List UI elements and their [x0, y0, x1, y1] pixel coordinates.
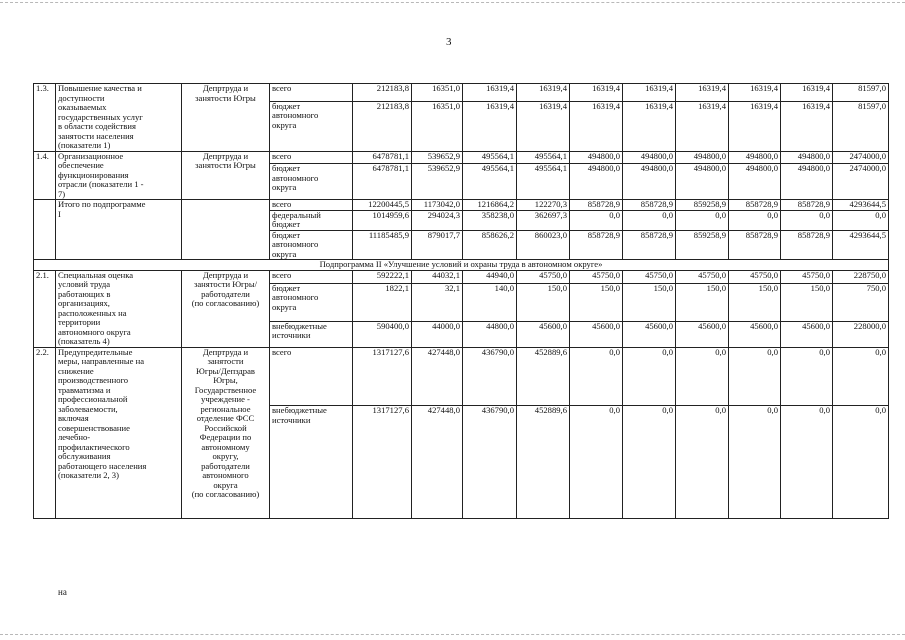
- executor-line: округа: [213, 479, 238, 490]
- funding-source: [270, 270, 353, 283]
- amount-cell: 16319,4: [570, 101, 623, 151]
- amount-cell: 16319,4: [729, 84, 781, 102]
- amount-cell: 358238,0: [463, 210, 517, 230]
- activity-name: [56, 200, 182, 260]
- amount-cell: 12200445,5: [353, 200, 412, 211]
- amount-cell: 16319,4: [729, 101, 781, 151]
- activity-name-line: травматизма и: [58, 384, 111, 395]
- amount-cell: 16319,4: [781, 101, 833, 151]
- amount-cell: 0,0: [729, 210, 781, 230]
- activity-name: [56, 270, 182, 347]
- activity-name-line: включая: [58, 413, 89, 423]
- funding-source-line: всего: [272, 270, 292, 280]
- activity-name-line: 7): [58, 188, 66, 199]
- activity-name-line: снижение: [58, 365, 94, 376]
- amount-cell: 494800,0: [781, 164, 833, 200]
- amount-cell: 44000,0: [412, 321, 463, 347]
- amount-cell: 45750,0: [781, 270, 833, 283]
- funding-source: [270, 101, 353, 151]
- amount-cell: 494800,0: [729, 151, 781, 164]
- funding-source: [270, 283, 353, 321]
- amount-cell: 495564,1: [463, 151, 517, 164]
- funding-source: [270, 406, 353, 518]
- amount-cell: 16319,4: [463, 101, 517, 151]
- amount-cell: 0,0: [623, 347, 676, 406]
- amount-cell: 590400,0: [353, 321, 412, 347]
- amount-cell: 494800,0: [676, 164, 729, 200]
- activity-name-line: Предупредительные: [58, 347, 133, 357]
- executor-line: Югры/Депздрав: [196, 365, 255, 376]
- amount-cell: 4293644,5: [833, 200, 889, 211]
- funding-source-line: бюджет: [272, 101, 301, 111]
- activity-name-line: автономного округа: [58, 326, 131, 337]
- activity-name: [56, 84, 182, 152]
- funding-source-line: всего: [272, 347, 292, 357]
- activity-name-line: (показатель 4): [58, 336, 110, 346]
- funding-source-line: внебюджетные: [272, 405, 327, 416]
- funding-source-line: всего: [272, 151, 292, 161]
- amount-cell: 150,0: [781, 283, 833, 321]
- amount-cell: 859258,9: [676, 230, 729, 260]
- executor: [182, 347, 270, 518]
- funding-source-line: автономного: [272, 292, 319, 303]
- amount-cell: 45750,0: [729, 270, 781, 283]
- amount-cell: 228750,0: [833, 270, 889, 283]
- page-number: 3: [446, 36, 452, 48]
- executor-line: занятости: [207, 356, 244, 366]
- table-row: [34, 347, 889, 406]
- executor-line: региональное: [200, 403, 251, 414]
- activity-name-line: меры, направленные на: [58, 356, 145, 366]
- funding-source-line: округа: [272, 248, 297, 259]
- activity-name-line: расположенных на: [58, 307, 127, 318]
- amount-cell: 858728,9: [623, 230, 676, 260]
- executor-line: занятости Югры: [195, 92, 256, 103]
- amount-cell: 1822,1: [353, 283, 412, 321]
- amount-cell: 494800,0: [729, 164, 781, 200]
- amount-cell: 879017,7: [412, 230, 463, 260]
- executor-line: Государственное: [194, 384, 257, 395]
- activity-name-line: Повышение качества и: [58, 83, 142, 93]
- executor-line: (по согласованию): [191, 298, 260, 308]
- activity-name-line: обеспечение: [58, 160, 104, 170]
- amount-cell: 6478781,1: [353, 151, 412, 164]
- amount-cell: 0,0: [623, 210, 676, 230]
- amount-cell: 150,0: [517, 283, 570, 321]
- amount-cell: 16319,4: [517, 84, 570, 102]
- executor-line: автономному: [201, 441, 250, 452]
- amount-cell: 495564,1: [517, 151, 570, 164]
- amount-cell: 494800,0: [623, 164, 676, 200]
- amount-cell: 45750,0: [570, 270, 623, 283]
- amount-cell: 16319,4: [623, 84, 676, 102]
- table-row: [34, 270, 889, 283]
- executor-line: автономного: [202, 470, 249, 480]
- amount-cell: 452889,6: [517, 347, 570, 406]
- funding-source-line: всего: [272, 83, 292, 93]
- funding-source-line: всего: [272, 199, 292, 209]
- funding-source-line: источники: [272, 414, 311, 425]
- amount-cell: 16319,4: [676, 101, 729, 151]
- amount-cell: 0,0: [570, 210, 623, 230]
- amount-cell: 44032,1: [412, 270, 463, 283]
- amount-cell: 494800,0: [570, 151, 623, 164]
- funding-source: [270, 200, 353, 211]
- executor-line: Депртруда и: [202, 83, 249, 93]
- amount-cell: 140,0: [463, 283, 517, 321]
- activity-name: [56, 347, 182, 518]
- amount-cell: 0,0: [833, 210, 889, 230]
- executor-line: (по согласованию): [191, 489, 260, 499]
- amount-cell: 427448,0: [412, 347, 463, 406]
- funding-source-line: бюджет: [272, 163, 301, 174]
- amount-cell: 858728,9: [781, 230, 833, 260]
- executor: [182, 270, 270, 347]
- funding-source-line: федеральный: [272, 210, 321, 220]
- amount-cell: 0,0: [623, 406, 676, 518]
- funding-source: [270, 210, 353, 230]
- activity-name-line: в области содействия: [58, 121, 136, 131]
- activity-name-line: территории: [58, 317, 101, 327]
- executor-line: Депртруда и: [202, 270, 249, 280]
- amount-cell: 0,0: [676, 347, 729, 406]
- activity-name-line: государственных услуг: [58, 111, 143, 122]
- funding-source: [270, 84, 353, 102]
- amount-cell: 16351,0: [412, 101, 463, 151]
- funding-source: [270, 321, 353, 347]
- amount-cell: 0,0: [570, 406, 623, 518]
- amount-cell: 859258,9: [676, 200, 729, 211]
- amount-cell: 45600,0: [570, 321, 623, 347]
- row-number: 1.4.: [34, 151, 56, 200]
- activity-name-line: I: [58, 208, 61, 219]
- executor-line: занятости Югры/: [193, 279, 258, 289]
- activity-name-line: совершенствование: [58, 422, 130, 433]
- activity-name-line: Итого по подпрограмме: [58, 199, 146, 209]
- amount-cell: 1317127,6: [353, 347, 412, 406]
- amount-cell: 494800,0: [781, 151, 833, 164]
- executor-line: Депртруда и: [202, 151, 249, 161]
- amount-cell: 0,0: [729, 406, 781, 518]
- row-number: 2.2.: [34, 347, 56, 518]
- executor-line: округу,: [212, 451, 239, 461]
- amount-cell: 81597,0: [833, 101, 889, 151]
- activity-name-line: условий труда: [58, 279, 111, 289]
- funding-source-line: бюджет: [272, 230, 301, 240]
- activity-name-line: оказываемых: [58, 102, 107, 112]
- amount-cell: 44800,0: [463, 321, 517, 347]
- amount-cell: 45750,0: [676, 270, 729, 283]
- funding-source-line: источники: [272, 330, 311, 341]
- amount-cell: 150,0: [729, 283, 781, 321]
- executor: [182, 200, 270, 260]
- amount-cell: 452889,6: [517, 406, 570, 518]
- amount-cell: 495564,1: [463, 164, 517, 200]
- amount-cell: 436790,0: [463, 347, 517, 406]
- row-number: [34, 200, 56, 260]
- amount-cell: 212183,8: [353, 101, 412, 151]
- funding-source-line: автономного: [272, 110, 319, 121]
- amount-cell: 495564,1: [517, 164, 570, 200]
- amount-cell: 858728,9: [623, 200, 676, 211]
- amount-cell: 858626,2: [463, 230, 517, 260]
- amount-cell: 494800,0: [676, 151, 729, 164]
- section-row: [34, 260, 889, 271]
- scan-bottom-edge: [0, 634, 905, 637]
- amount-cell: 16319,4: [570, 84, 623, 102]
- activity-name-line: обслуживания: [58, 451, 111, 461]
- activity-name: [56, 151, 182, 200]
- amount-cell: 0,0: [833, 347, 889, 406]
- amount-cell: 0,0: [570, 347, 623, 406]
- amount-cell: 45600,0: [729, 321, 781, 347]
- executor-line: работодатели: [201, 460, 250, 471]
- executor-line: учреждение -: [201, 394, 250, 404]
- amount-cell: 0,0: [781, 406, 833, 518]
- row-number: 1.3.: [34, 84, 56, 152]
- amount-cell: 592222,1: [353, 270, 412, 283]
- amount-cell: 122270,3: [517, 200, 570, 211]
- amount-cell: 858728,9: [570, 230, 623, 260]
- amount-cell: 539652,9: [412, 164, 463, 200]
- amount-cell: 16319,4: [623, 101, 676, 151]
- executor: [182, 84, 270, 152]
- executor-line: Югры,: [213, 375, 238, 385]
- amount-cell: 44940,0: [463, 270, 517, 283]
- activity-name-line: организациях,: [58, 298, 110, 308]
- amount-cell: 45750,0: [623, 270, 676, 283]
- funding-source-line: внебюджетные: [272, 321, 327, 331]
- amount-cell: 16351,0: [412, 84, 463, 102]
- activity-name-line: Организационное: [58, 151, 124, 161]
- activity-name-line: (показатели 1): [58, 140, 111, 150]
- activity-name-line: (показатели 2, 3): [58, 470, 119, 480]
- activity-name-line: Специальная оценка: [58, 270, 134, 280]
- amount-cell: 45600,0: [623, 321, 676, 347]
- amount-cell: 427448,0: [412, 406, 463, 518]
- amount-cell: 16319,4: [676, 84, 729, 102]
- activity-name-line: доступности: [58, 92, 105, 103]
- amount-cell: 150,0: [623, 283, 676, 321]
- row-number: 2.1.: [34, 270, 56, 347]
- amount-cell: 11185485,9: [353, 230, 412, 260]
- funding-source: [270, 347, 353, 406]
- amount-cell: 1317127,6: [353, 406, 412, 518]
- funding-source-line: бюджет: [272, 283, 301, 293]
- amount-cell: 228000,0: [833, 321, 889, 347]
- funding-source-line: автономного: [272, 239, 319, 249]
- amount-cell: 45600,0: [676, 321, 729, 347]
- amount-cell: 0,0: [833, 406, 889, 518]
- amount-cell: 16319,4: [781, 84, 833, 102]
- amount-cell: 45750,0: [517, 270, 570, 283]
- amount-cell: 858728,9: [781, 200, 833, 211]
- amount-cell: 494800,0: [570, 164, 623, 200]
- amount-cell: 1014959,6: [353, 210, 412, 230]
- amount-cell: 212183,8: [353, 84, 412, 102]
- activity-name-line: работающих в: [58, 288, 111, 299]
- amount-cell: 860023,0: [517, 230, 570, 260]
- funding-source-line: округа: [272, 301, 297, 312]
- section-heading: Подпрограмма II «Улучшение условий и охраны труда в автономном округе»: [34, 260, 889, 271]
- program-funding-table: [33, 83, 889, 519]
- executor-line: Депртруда и: [202, 347, 249, 357]
- executor-line: отделение ФСС: [196, 413, 255, 423]
- table-row: [34, 84, 889, 102]
- funding-source-line: округа: [272, 182, 297, 193]
- funding-source: [270, 230, 353, 260]
- amount-cell: 539652,9: [412, 151, 463, 164]
- amount-cell: 0,0: [676, 406, 729, 518]
- amount-cell: 0,0: [781, 210, 833, 230]
- funding-source: [270, 164, 353, 200]
- amount-cell: 494800,0: [623, 151, 676, 164]
- amount-cell: 2474000,0: [833, 151, 889, 164]
- bottom-note: на: [58, 587, 67, 597]
- amount-cell: 81597,0: [833, 84, 889, 102]
- amount-cell: 750,0: [833, 283, 889, 321]
- amount-cell: 32,1: [412, 283, 463, 321]
- amount-cell: 1173042,0: [412, 200, 463, 211]
- amount-cell: 362697,3: [517, 210, 570, 230]
- amount-cell: 858728,9: [729, 230, 781, 260]
- amount-cell: 436790,0: [463, 406, 517, 518]
- activity-name-line: работающего населения: [58, 460, 147, 471]
- amount-cell: 0,0: [781, 347, 833, 406]
- amount-cell: 2474000,0: [833, 164, 889, 200]
- table-row: [34, 151, 889, 164]
- funding-source-line: автономного: [272, 172, 319, 183]
- activity-name-line: заболеваемости,: [58, 403, 118, 414]
- amount-cell: 294024,3: [412, 210, 463, 230]
- amount-cell: 0,0: [729, 347, 781, 406]
- executor: [182, 151, 270, 200]
- amount-cell: 150,0: [676, 283, 729, 321]
- activity-name-line: профессиональной: [58, 394, 128, 404]
- executor-line: Федерации по: [199, 432, 252, 442]
- amount-cell: 4293644,5: [833, 230, 889, 260]
- activity-name-line: отрасли (показатели 1 -: [58, 179, 144, 189]
- executor-line: занятости Югры: [195, 160, 256, 170]
- table-body: [34, 84, 889, 519]
- executor-line: работодатели: [201, 288, 250, 299]
- executor-line: Российской: [204, 422, 247, 433]
- activity-name-line: профилактического: [58, 441, 130, 452]
- amount-cell: 150,0: [570, 283, 623, 321]
- amount-cell: 16319,4: [517, 101, 570, 151]
- amount-cell: 6478781,1: [353, 164, 412, 200]
- amount-cell: 858728,9: [729, 200, 781, 211]
- funding-source-line: округа: [272, 119, 297, 130]
- amount-cell: 858728,9: [570, 200, 623, 211]
- amount-cell: 0,0: [676, 210, 729, 230]
- table-row: [34, 200, 889, 211]
- activity-name-line: производственного: [58, 375, 129, 385]
- amount-cell: 45600,0: [781, 321, 833, 347]
- funding-source-line: бюджет: [272, 219, 301, 229]
- funding-source: [270, 151, 353, 164]
- amount-cell: 16319,4: [463, 84, 517, 102]
- activity-name-line: лечебно-: [58, 432, 91, 442]
- activity-name-line: функционирования: [58, 169, 129, 180]
- activity-name-line: занятости населения: [58, 130, 134, 141]
- amount-cell: 45600,0: [517, 321, 570, 347]
- scan-top-edge: [0, 2, 905, 5]
- amount-cell: 1216864,2: [463, 200, 517, 211]
